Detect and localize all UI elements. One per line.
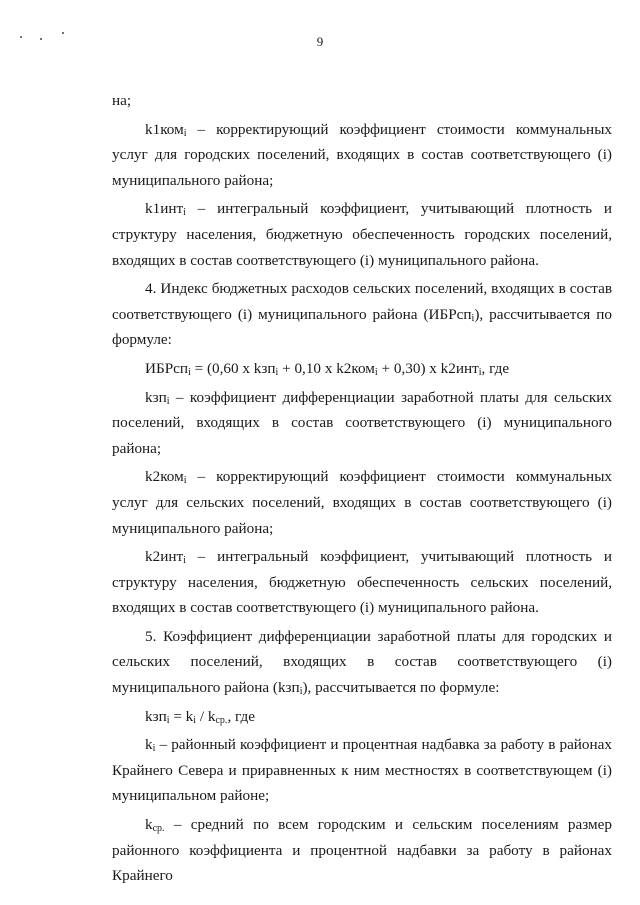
definition-k1kom: k1ком$_i$ – корректирующий коэффициент стоимости коммунальных услуг для городских поселений, входящих в состав соответствующего (i) муниципального района; (112, 120, 612, 189)
formula-ibrsp: ИБРсп$_i$ = (0,60 x kзп$_i$ + 0,10 x k2ком$_i$ + 0,30) x k2инт$_i$, где (145, 359, 510, 378)
formula-kzp: $kзп_i = k_i / k_{ср.}$, где (145, 707, 255, 726)
definition-k1int: k1инт$_i$ – интегральный коэффициент, учитывающий плотность и структуру населения, бюджетную обеспеченность городских поселений, входящих в состав соответствующего (i) муниципального района. (112, 200, 612, 269)
page-number: 9 (316, 34, 324, 49)
section-5-heading: 5. Коэффициент дифференциации заработной платы для городских и сельских поселений, входящих в состав соответствующего (i) муниципального района (kзп$_i$), рассчитывается по формуле: (112, 627, 612, 698)
definition-ksr: $k_{ср.}$ – средний по всем городским и сельским поселениям размер районного коэффициента и процентной надбавки за работу в районах Крайнего (112, 816, 612, 885)
definition-ki: $k_i$ – районный коэффициент и процентная надбавка за работу в районах Крайнего Севера и приравненных к ним местностях в соответствующем (i) муниципальном районе; (112, 736, 612, 805)
document-body (112, 88, 612, 892)
definition-k2int: k2инт$_i$ – интегральный коэффициент, учитывающий плотность и структуру населения, бюджетную обеспеченность сельских поселений, входящих в состав соответствующего (i) муниципального района. (112, 548, 612, 617)
definition-kzp: kзп$_i$ – коэффициент дифференциации заработной платы для сельских поселений, входящих в состав соответствующего (i) муниципального района; (112, 388, 612, 457)
section-4-heading: 4. Индекс бюджетных расходов сельских поселений, входящих в состав соответствующего (i) муниципального района (ИБРсп$_i$), рассчитывается по формуле: (112, 280, 612, 349)
definition-k2kom: k2ком$_i$ – корректирующий коэффициент стоимости коммунальных услуг для сельских поселений, входящих в состав соответствующего (i) муниципального района; (112, 468, 612, 537)
paragraph-continuation: на; (112, 92, 132, 109)
